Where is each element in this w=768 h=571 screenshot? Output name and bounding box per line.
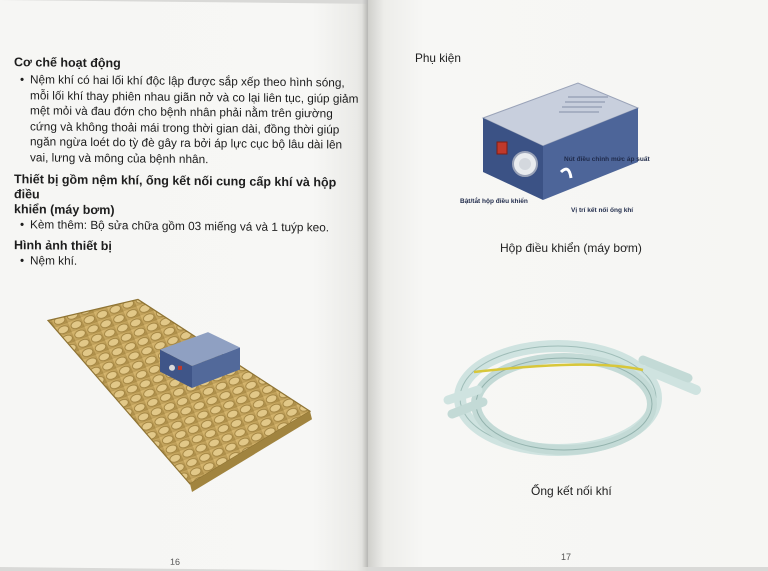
section1-line: Nệm khí có hai lối khí độc lập được sắp xếp theo hình sóng, xyxy=(30,72,345,90)
right-page xyxy=(368,0,768,567)
accessories-heading: Phụ kiện xyxy=(415,51,461,65)
section1-line: ngăn ngừa loét do tỳ đè gây ra bởi áp lực cục bộ lâu dài lên xyxy=(30,134,343,152)
section1-line: cứng và không thoải mái trong thời gian dài, đồng thời giúp xyxy=(30,119,340,137)
section2-heading-line2: khiển (máy bơm) xyxy=(14,201,115,217)
air-mattress-image xyxy=(40,290,320,493)
right-page-number: 17 xyxy=(561,552,572,562)
bullet-glyph: • xyxy=(20,253,25,268)
callout-hose-port: Vị trí kết nối ống khí xyxy=(571,207,634,214)
section3-item-text: Nệm khí. xyxy=(30,253,78,268)
section1-line: mỗi lối khí thay phiên nhau giãn nở và co lại liên tục, giúp giảm xyxy=(30,87,359,106)
section2-item-text: Kèm thêm: Bộ sửa chữa gồm 03 miếng vá và 1 tuýp keo. xyxy=(30,216,330,235)
section1-heading: Cơ chế hoạt động xyxy=(14,55,121,71)
control-box-image xyxy=(473,78,653,218)
control-box-caption: Hộp điều khiển (máy bơm) xyxy=(500,241,642,255)
section2-item xyxy=(20,217,359,236)
left-page xyxy=(0,0,368,571)
left-page-number: 16 xyxy=(170,556,181,567)
section1-line: vai, lưng và mông của bệnh nhân. xyxy=(30,150,209,167)
left-text-block xyxy=(14,55,359,272)
air-hose-image xyxy=(438,330,708,480)
section1-paragraph xyxy=(30,72,358,169)
section3-item xyxy=(20,253,359,272)
section1-line: mệt mỏi và đau đớn cho bệnh nhân phải nằm trên giường xyxy=(30,103,333,121)
section3-heading: Hình ảnh thiết bị xyxy=(14,238,112,254)
section2-heading-line1: Thiết bị gồm nệm khí, ống kết nối cung cấp khí và hộp điều xyxy=(14,171,337,201)
section1-item xyxy=(20,72,359,169)
bullet-glyph: • xyxy=(20,216,25,231)
bullet-glyph: • xyxy=(20,72,25,87)
air-hose-caption: Ống kết nối khí xyxy=(531,484,612,498)
callout-pressure-knob: Nút điều chỉnh mức áp suất xyxy=(564,156,650,163)
callout-power-switch: Bật/tắt hộp điều khiển xyxy=(460,198,528,205)
